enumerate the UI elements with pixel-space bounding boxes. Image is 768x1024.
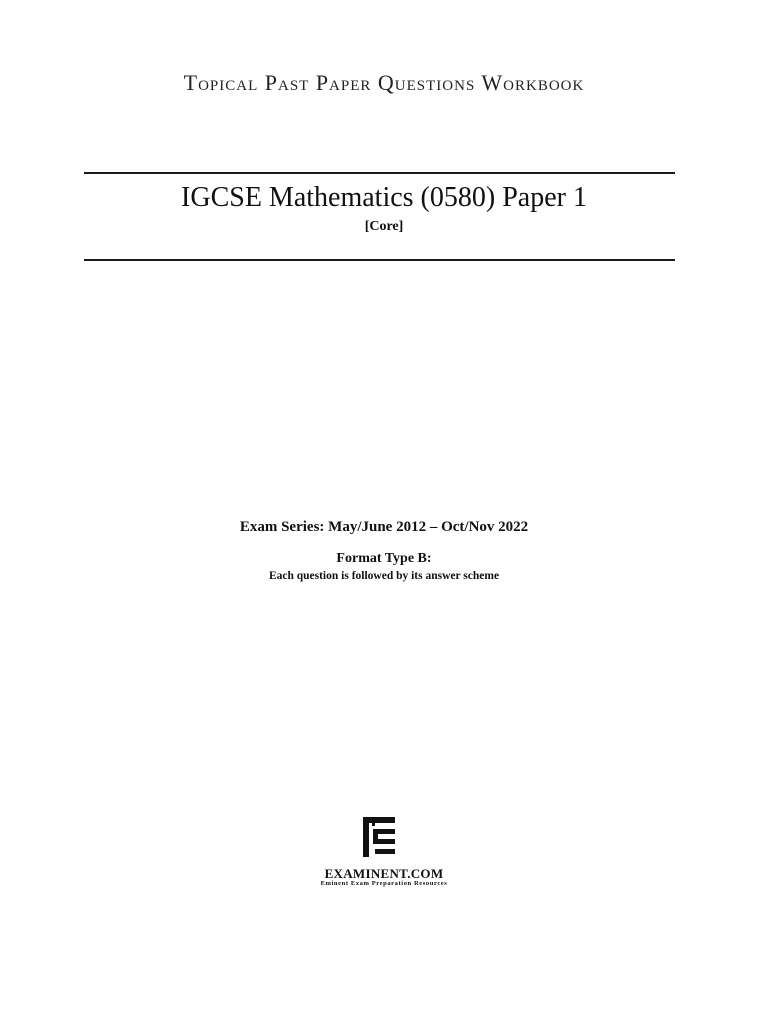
- examinent-logo-icon: [361, 817, 397, 857]
- exam-series: Exam Series: May/June 2012 – Oct/Nov 2022: [239, 519, 529, 535]
- brand-tagline: Eminent Exam Preparation Resources: [320, 880, 448, 887]
- title-top-rule: [84, 172, 675, 174]
- format-description: Each question is followed by its answer scheme: [268, 570, 500, 582]
- document-title: IGCSE Mathematics (0580) Paper 1: [181, 182, 587, 213]
- format-type: Format Type B:: [336, 551, 432, 566]
- level-label: [Core]: [364, 219, 404, 234]
- title-bottom-rule: [84, 259, 675, 261]
- brand-name: EXAMINENT.COM: [324, 866, 444, 881]
- workbook-header: Topical Past Paper Questions Workbook: [183, 70, 585, 95]
